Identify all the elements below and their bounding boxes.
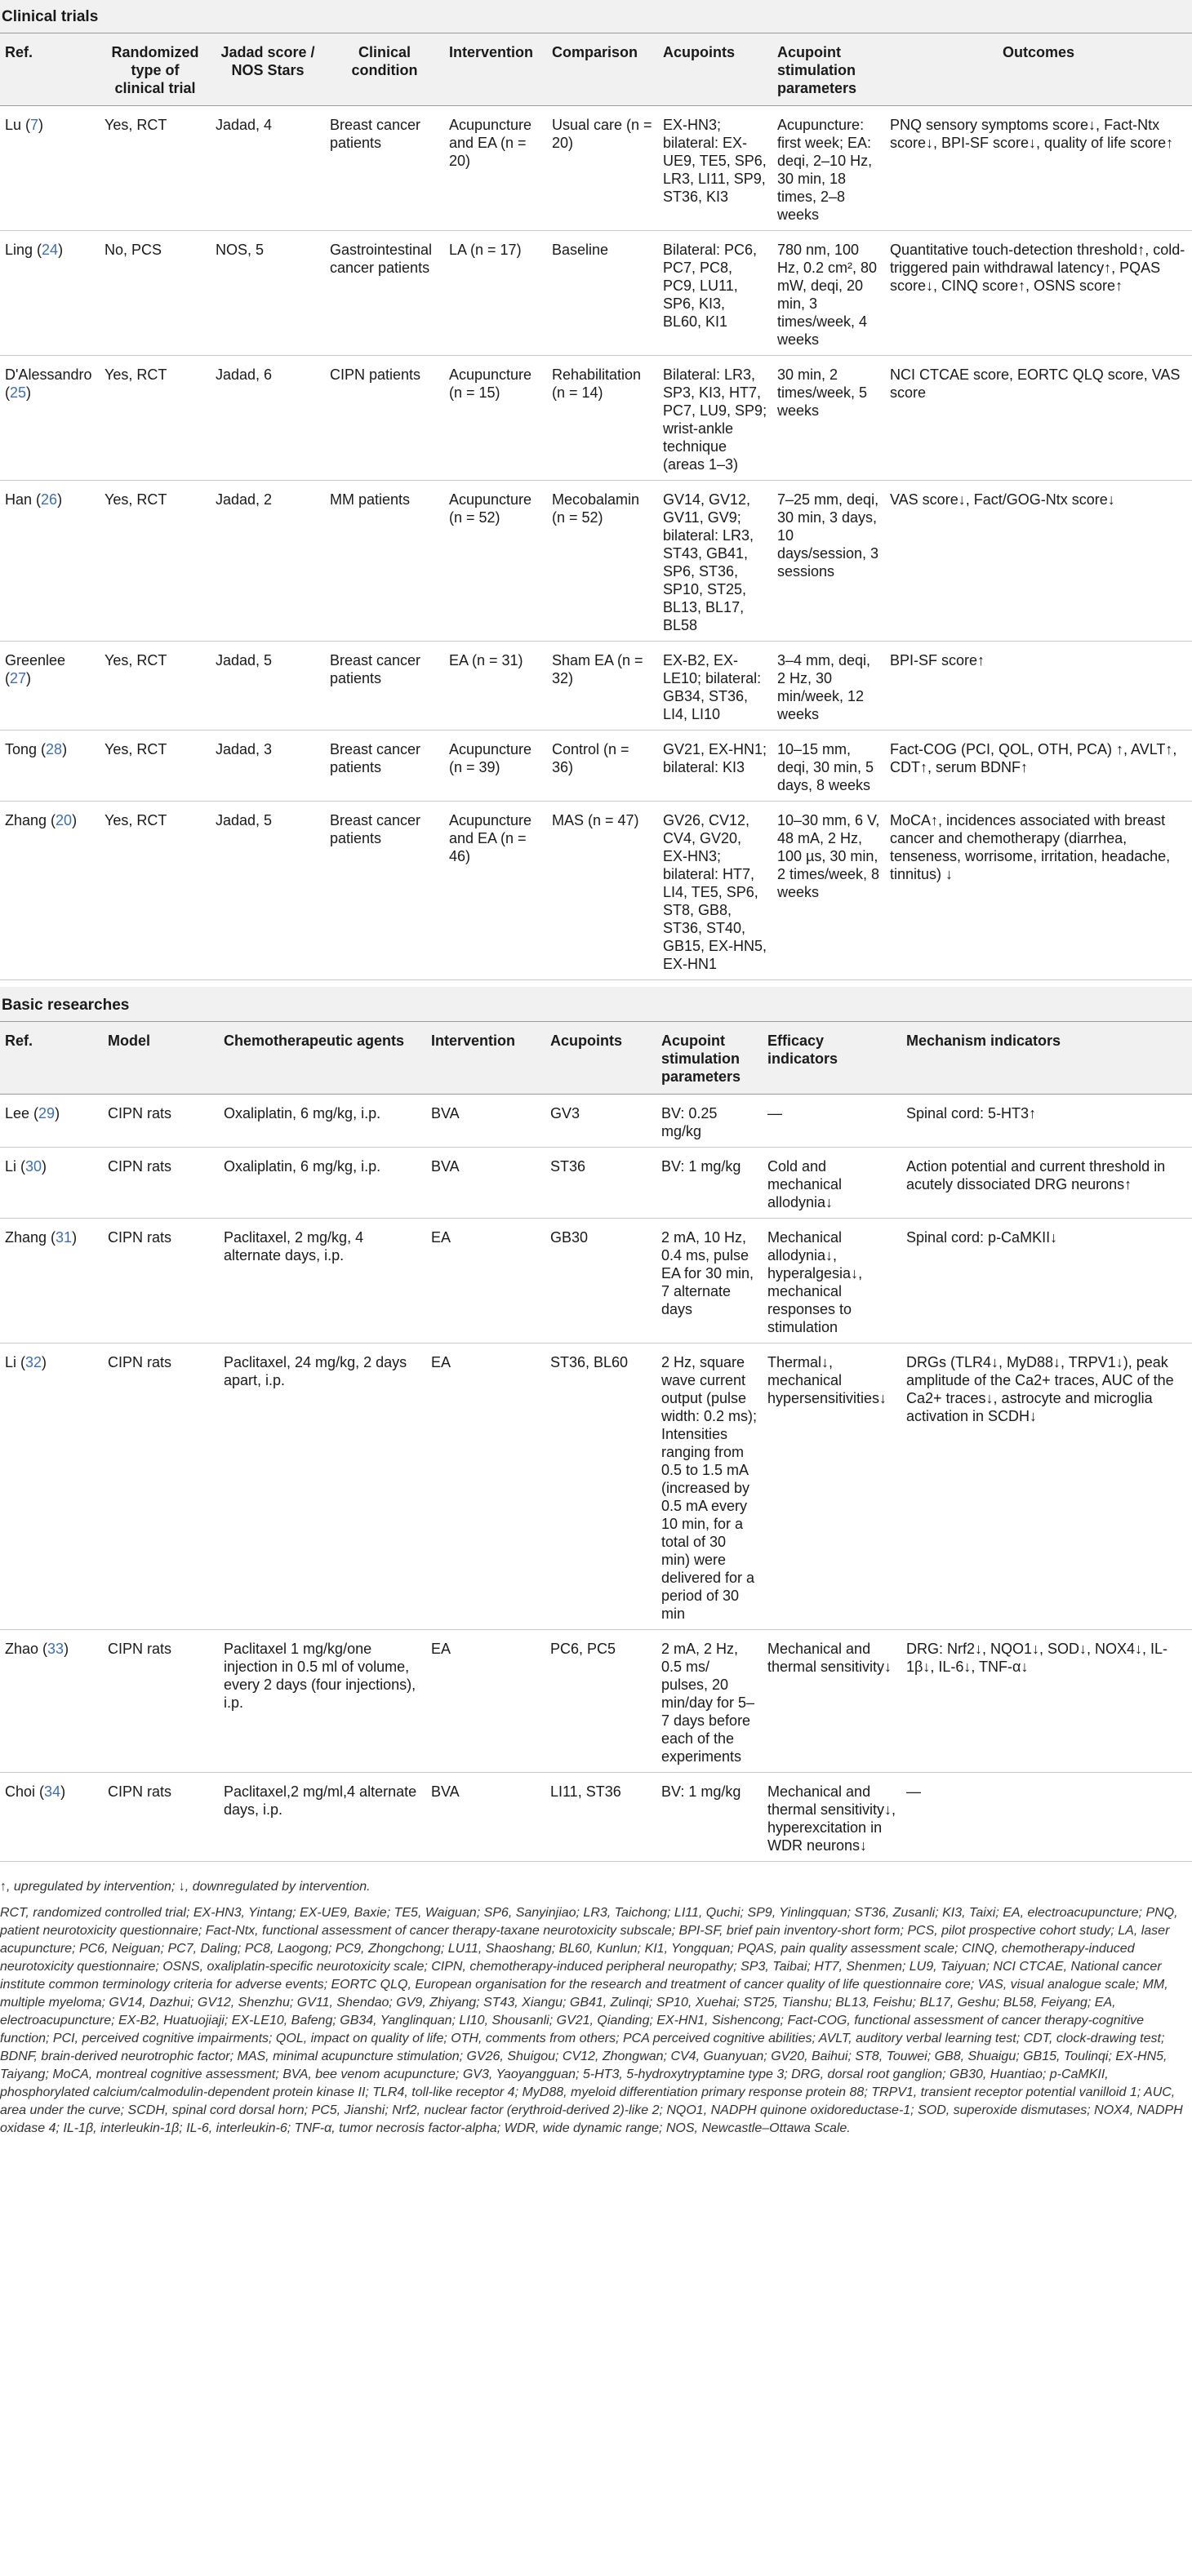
model-cell: CIPN rats — [103, 1344, 219, 1630]
acupoints-cell: GV3 — [545, 1095, 656, 1148]
trial-type-cell: Yes, RCT — [100, 356, 211, 481]
condition-cell: Breast cancer patients — [325, 802, 444, 980]
model-cell: CIPN rats — [103, 1148, 219, 1219]
intervention-cell: EA — [426, 1344, 545, 1630]
clinical-col-outcomes: Outcomes — [885, 33, 1192, 106]
efficacy-cell: — — [763, 1095, 901, 1148]
ref-author: Li — [5, 1354, 17, 1370]
outcomes-cell: Fact-COG (PCI, QOL, OTH, PCA) ↑, AVLT↑, CDT↑, serum BDNF↑ — [885, 731, 1192, 802]
outcomes-cell: BPI-SF score↑ — [885, 642, 1192, 731]
clinical-section-title: Clinical trials — [2, 8, 99, 25]
condition-cell: Breast cancer patients — [325, 106, 444, 231]
acupoints-cell: ST36, BL60 — [545, 1344, 656, 1630]
params-cell: Acupuncture: first week; EA: deqi, 2–10 Hz, 30 min, 18 times, 2–8 weeks — [772, 106, 885, 231]
comparison-cell: Baseline — [547, 231, 658, 356]
clinical-col-acupoints: Acupoints — [658, 33, 772, 106]
basic-col-ref: Ref. — [0, 1022, 103, 1095]
model-cell: CIPN rats — [103, 1219, 219, 1344]
table-footnotes — [0, 1878, 1192, 2146]
basic-section-heading — [0, 987, 1192, 1021]
model-cell: CIPN rats — [103, 1773, 219, 1862]
agents-cell: Oxaliplatin, 6 mg/kg, i.p. — [219, 1148, 426, 1219]
intervention-cell: BVA — [426, 1095, 545, 1148]
ref-author: Tong — [5, 741, 38, 757]
ref-cell: Choi (34) — [0, 1773, 103, 1862]
ref-link[interactable]: 7 — [30, 117, 39, 133]
acupoints-cell: EX-HN3; bilateral: EX-UE9, TE5, SP6, LR3, LI11, SP9, ST36, KI3 — [658, 106, 772, 231]
clinical-col-score: Jadad score / NOS Stars — [211, 33, 325, 106]
agents-cell: Paclitaxel,2 mg/ml,4 alternate days, i.p. — [219, 1773, 426, 1862]
params-cell: BV: 1 mg/kg — [656, 1773, 763, 1862]
params-cell: 30 min, 2 times/week, 5 weeks — [772, 356, 885, 481]
clinical-col-ref: Ref. — [0, 33, 100, 106]
comparison-cell: Usual care (n = 20) — [547, 106, 658, 231]
ref-link[interactable]: 25 — [10, 384, 27, 401]
efficacy-cell: Mechanical allodynia↓, hyperalgesia↓, mechanical responses to stimulation — [763, 1219, 901, 1344]
ref-cell: Li (32) — [0, 1344, 103, 1630]
comparison-cell: Rehabilitation (n = 14) — [547, 356, 658, 481]
score-cell: Jadad, 6 — [211, 356, 325, 481]
clinical-col-condition: Clinical condition — [325, 33, 444, 106]
clinical-row — [0, 481, 1192, 642]
ref-cell: D'Alessandro (25) — [0, 356, 100, 481]
ref-link[interactable]: 20 — [56, 812, 73, 828]
intervention-cell: BVA — [426, 1773, 545, 1862]
ref-cell: Greenlee (27) — [0, 642, 100, 731]
ref-link[interactable]: 27 — [10, 670, 27, 686]
ref-link[interactable]: 32 — [25, 1354, 42, 1370]
ref-author: Ling — [5, 242, 33, 258]
ref-author: Zhang — [5, 1229, 47, 1246]
outcomes-cell: VAS score↓, Fact/GOG-Ntx score↓ — [885, 481, 1192, 642]
basic-row — [0, 1630, 1192, 1773]
trial-type-cell: Yes, RCT — [100, 481, 211, 642]
acupoints-cell: GV21, EX-HN1; bilateral: KI3 — [658, 731, 772, 802]
ref-cell: Han (26) — [0, 481, 100, 642]
efficacy-cell: Cold and mechanical allodynia↓ — [763, 1148, 901, 1219]
clinical-header-row — [0, 33, 1192, 106]
clinical-section-heading — [0, 0, 1192, 33]
agents-cell: Paclitaxel 1 mg/kg/one injection in 0.5 ml of volume, every 2 days (four injections), i.p. — [219, 1630, 426, 1773]
basic-row — [0, 1773, 1192, 1862]
basic-research-table — [0, 1021, 1192, 1862]
intervention-cell: EA — [426, 1630, 545, 1773]
acupoints-cell: PC6, PC5 — [545, 1630, 656, 1773]
ref-cell: Tong (28) — [0, 731, 100, 802]
params-cell: 10–30 mm, 6 V, 48 mA, 2 Hz, 100 µs, 30 min, 2 times/week, 8 weeks — [772, 802, 885, 980]
clinical-col-comparison: Comparison — [547, 33, 658, 106]
intervention-cell: EA — [426, 1219, 545, 1344]
basic-row — [0, 1219, 1192, 1344]
mechanism-cell: Spinal cord: 5-HT3↑ — [901, 1095, 1192, 1148]
condition-cell: CIPN patients — [325, 356, 444, 481]
efficacy-cell: Thermal↓, mechanical hypersensitivities↓ — [763, 1344, 901, 1630]
params-cell: BV: 1 mg/kg — [656, 1148, 763, 1219]
clinical-col-type: Randomized type of clinical trial — [100, 33, 211, 106]
acupoints-cell: LI11, ST36 — [545, 1773, 656, 1862]
clinical-trials-table — [0, 33, 1192, 980]
clinical-row — [0, 731, 1192, 802]
comparison-cell: Sham EA (n = 32) — [547, 642, 658, 731]
ref-author: Zhang — [5, 812, 47, 828]
params-cell: 10–15 mm, deqi, 30 min, 5 days, 8 weeks — [772, 731, 885, 802]
condition-cell: Gastrointestinal cancer patients — [325, 231, 444, 356]
clinical-col-intervention: Intervention — [444, 33, 547, 106]
basic-section-title: Basic researches — [2, 997, 130, 1014]
score-cell: NOS, 5 — [211, 231, 325, 356]
params-cell: 3–4 mm, deqi, 2 Hz, 30 min/week, 12 weeks — [772, 642, 885, 731]
basic-col-agents: Chemotherapeutic agents — [219, 1022, 426, 1095]
clinical-row — [0, 802, 1192, 980]
score-cell: Jadad, 5 — [211, 642, 325, 731]
ref-author: Lee — [5, 1105, 30, 1121]
ref-link[interactable]: 30 — [25, 1158, 42, 1175]
trial-type-cell: Yes, RCT — [100, 731, 211, 802]
intervention-cell: Acupuncture (n = 52) — [444, 481, 547, 642]
condition-cell: MM patients — [325, 481, 444, 642]
trial-type-cell: Yes, RCT — [100, 642, 211, 731]
acupoints-cell: GV26, CV12, CV4, GV20, EX-HN3; bilateral: HT7, LI4, TE5, SP6, ST8, GB8, ST36, ST40, GB15, EX-HN5, EX-HN1 — [658, 802, 772, 980]
mechanism-cell: Spinal cord: p-CaMKII↓ — [901, 1219, 1192, 1344]
model-cell: CIPN rats — [103, 1630, 219, 1773]
clinical-col-params: Acupoint stimulation parameters — [772, 33, 885, 106]
outcomes-cell: MoCA↑, incidences associated with breast cancer and chemotherapy (diarrhea, tenseness, worrisome, irritation, headache, tinnitus) ↓ — [885, 802, 1192, 980]
acupoints-cell: Bilateral: LR3, SP3, KI3, HT7, PC7, LU9, SP9; wrist-ankle technique (areas 1–3) — [658, 356, 772, 481]
basic-row — [0, 1344, 1192, 1630]
intervention-cell: LA (n = 17) — [444, 231, 547, 356]
mechanism-cell: DRGs (TLR4↓, MyD88↓, TRPV1↓), peak amplitude of the Ca2+ traces, AUC of the Ca2+ traces↓, astrocyte and microglia activation in SCDH↓ — [901, 1344, 1192, 1630]
acupoints-cell: GV14, GV12, GV11, GV9; bilateral: LR3, ST43, GB41, SP6, ST36, SP10, ST25, BL13, BL17, BL58 — [658, 481, 772, 642]
score-cell: Jadad, 5 — [211, 802, 325, 980]
ref-author: Greenlee — [5, 652, 66, 668]
mechanism-cell: DRG: Nrf2↓, NQO1↓, SOD↓, NOX4↓, IL-1β↓, IL-6↓, TNF-α↓ — [901, 1630, 1192, 1773]
basic-col-acupoints: Acupoints — [545, 1022, 656, 1095]
score-cell: Jadad, 4 — [211, 106, 325, 231]
basic-col-mechanism: Mechanism indicators — [901, 1022, 1192, 1095]
trial-type-cell: No, PCS — [100, 231, 211, 356]
intervention-cell: Acupuncture and EA (n = 20) — [444, 106, 547, 231]
footnote-arrows: ↑, upregulated by intervention; ↓, downregulated by intervention. — [0, 1880, 371, 1894]
ref-author: D'Alessandro — [5, 366, 92, 383]
params-cell: BV: 0.25 mg/kg — [656, 1095, 763, 1148]
agents-cell: Paclitaxel, 2 mg/kg, 4 alternate days, i.p. — [219, 1219, 426, 1344]
ref-cell: Ling (24) — [0, 231, 100, 356]
comparison-cell: Control (n = 36) — [547, 731, 658, 802]
mechanism-cell: — — [901, 1773, 1192, 1862]
ref-link[interactable]: 33 — [47, 1641, 64, 1657]
ref-link[interactable]: 34 — [44, 1783, 61, 1800]
score-cell: Jadad, 2 — [211, 481, 325, 642]
ref-author: Zhao — [5, 1641, 39, 1657]
footnote-abbreviations: RCT, randomized controlled trial; EX-HN3, Yintang; EX-UE9, Baxie; TE5, Waiguan; SP6, Sanyinjiao; LR3, Taichong; LI11, Quchi; SP9, Yinlingquan; ST36, Zusanli; KI3, Taixi; EA, electroacupuncture; PNQ, patient neurotoxicity questionnaire; Fact-Ntx, functional assessment of cancer therapy-taxane neurotoxicity subscale; BPI-SF, brief pain inventory-short form; PCS, pilot prospective cohort study; LA, laser acupuncture; PC6, Neiguan; PC7, Daling; PC8, Laogong; PC9, Zhongchong; LU11, Shaoshang; BL60, Kunlun; KI1, Yongquan; PQAS, pain quality assessment scale; CINQ, chemotherapy-induced neurotoxicity questionnaire; OSNS, oxaliplatin-specific neurotoxicity scale; CIPN, chemotherapy-induced peripheral neuropathy; SP3, Taibai; HT7, Shenmen; LU9, Taiyuan; NCI CTCAE, National cancer institute common terminology criteria for adverse events; EORTC QLQ, European organisation for the research and treatment of cancer quality of life questionnaire core; VAS, visual analogue scale; MM, multiple myeloma; GV14, Dazhui; GV12, Shenzhu; GV11, Shendao; GV9, Zhiyang; ST43, Xiangu; GB41, Zulinqi; SP10, Xuehai; ST25, Tianshu; BL13, Feishu; BL17, Geshu; BL58, Feiyang; EA, electroacupuncture; EX-B2, Huatuojiaji; EX-LE10, Bafeng; GB34, Yanglinquan; LI10, Shousanli; GV21, Qianding; EX-HN1, Sishencong; Fact-COG, functional assessment of cancer therapy-cognitive function; PCI, perceived cognitive impairments; QOL, impact on quality of life; OTH, comments from others; PCA perceived cognitive abilities; AVLT, auditory verbal learning test; CDT, clock-drawing test; BDNF, brain-derived neurotrophic factor; MAS, minimal acupuncture stimulation; GV26, Shuigou; CV12, Zhongwan; CV4, Guanyuan; GV20, Baihui; ST8, Touwei; GB8, Shuaigu; GB15, Toulinqi; EX-HN5, Taiyang; MoCA, montreal cognitive assessment; BVA, bee venom acupuncture; GV3, Yaoyangguan; 5-HT3, 5-hydroxytryptamine type 3; DRG, dorsal root ganglion; GB30, Huantiao; p-CaMKII, phosphorylated calcium/calmodulin-dependent protein kinase II; TLR4, toll-like receptor 4; MyD88, myeloid differentiation primary response protein 88; TRPV1, transient receptor potential vanilloid 1; AUC, area under the curve; SCDH, spinal cord dorsal horn; PC5, Jianshi; Nrf2, nuclear factor (erythroid-derived 2)-like 2; NQO1, NADPH quinone oxidoreductase-1; SOD, superoxide dismutases; NOX4, NADPH oxidase 4; IL-1β, interleukin-1β; IL-6, interleukin-6; TNF-α, tumor necrosis factor-alpha; WDR, wide dynamic range; NOS, Newcastle–Ottawa Scale. — [0, 1906, 1183, 2135]
trial-type-cell: Yes, RCT — [100, 802, 211, 980]
clinical-row — [0, 356, 1192, 481]
ref-cell: Zhao (33) — [0, 1630, 103, 1773]
ref-link[interactable]: 28 — [46, 741, 63, 757]
agents-cell: Oxaliplatin, 6 mg/kg, i.p. — [219, 1095, 426, 1148]
ref-link[interactable]: 29 — [38, 1105, 56, 1121]
ref-author: Han — [5, 491, 33, 508]
ref-link[interactable]: 31 — [56, 1229, 73, 1246]
basic-header-row — [0, 1022, 1192, 1095]
ref-author: Choi — [5, 1783, 36, 1800]
ref-author: Li — [5, 1158, 17, 1175]
params-cell: 2 mA, 2 Hz, 0.5 ms/ pulses, 20 min/day for 5–7 days before each of the experiments — [656, 1630, 763, 1773]
ref-cell: Lu (7) — [0, 106, 100, 231]
params-cell: 7–25 mm, deqi, 30 min, 3 days, 10 days/session, 3 sessions — [772, 481, 885, 642]
efficacy-cell: Mechanical and thermal sensitivity↓ — [763, 1630, 901, 1773]
acupoints-cell: ST36 — [545, 1148, 656, 1219]
intervention-cell: Acupuncture (n = 15) — [444, 356, 547, 481]
comparison-cell: MAS (n = 47) — [547, 802, 658, 980]
params-cell: 780 nm, 100 Hz, 0.2 cm², 80 mW, deqi, 20 min, 3 times/week, 4 weeks — [772, 231, 885, 356]
params-cell: 2 Hz, square wave current output (pulse width: 0.2 ms); Intensities ranging from 0.5 to 1.5 mA (increased by 0.5 mA every 10 min, for a total of 30 min) were delivered for a period of 30 min — [656, 1344, 763, 1630]
ref-link[interactable]: 24 — [42, 242, 59, 258]
outcomes-cell: NCI CTCAE score, EORTC QLQ score, VAS score — [885, 356, 1192, 481]
basic-row — [0, 1148, 1192, 1219]
basic-col-efficacy: Efficacy indicators — [763, 1022, 901, 1095]
mechanism-cell: Action potential and current threshold in acutely dissociated DRG neurons↑ — [901, 1148, 1192, 1219]
outcomes-cell: Quantitative touch-detection threshold↑, cold-triggered pain withdrawal latency↑, PQAS score↓, CINQ score↑, OSNS score↑ — [885, 231, 1192, 356]
model-cell: CIPN rats — [103, 1095, 219, 1148]
basic-col-model: Model — [103, 1022, 219, 1095]
intervention-cell: EA (n = 31) — [444, 642, 547, 731]
condition-cell: Breast cancer patients — [325, 731, 444, 802]
ref-cell: Lee (29) — [0, 1095, 103, 1148]
score-cell: Jadad, 3 — [211, 731, 325, 802]
acupoints-cell: Bilateral: PC6, PC7, PC8, PC9, LU11, SP6, KI3, BL60, KI1 — [658, 231, 772, 356]
basic-col-params: Acupoint stimulation parameters — [656, 1022, 763, 1095]
clinical-row — [0, 642, 1192, 731]
intervention-cell: Acupuncture (n = 39) — [444, 731, 547, 802]
ref-cell: Zhang (31) — [0, 1219, 103, 1344]
ref-cell: Li (30) — [0, 1148, 103, 1219]
ref-link[interactable]: 26 — [41, 491, 58, 508]
condition-cell: Breast cancer patients — [325, 642, 444, 731]
agents-cell: Paclitaxel, 24 mg/kg, 2 days apart, i.p. — [219, 1344, 426, 1630]
clinical-row — [0, 106, 1192, 231]
efficacy-cell: Mechanical and thermal sensitivity↓, hyperexcitation in WDR neurons↓ — [763, 1773, 901, 1862]
basic-row — [0, 1095, 1192, 1148]
ref-author: Lu — [5, 117, 22, 133]
clinical-row — [0, 231, 1192, 356]
outcomes-cell: PNQ sensory symptoms score↓, Fact-Ntx score↓, BPI-SF score↓, quality of life score↑ — [885, 106, 1192, 231]
intervention-cell: Acupuncture and EA (n = 46) — [444, 802, 547, 980]
intervention-cell: BVA — [426, 1148, 545, 1219]
acupoints-cell: GB30 — [545, 1219, 656, 1344]
trial-type-cell: Yes, RCT — [100, 106, 211, 231]
basic-col-intervention: Intervention — [426, 1022, 545, 1095]
comparison-cell: Mecobalamin (n = 52) — [547, 481, 658, 642]
params-cell: 2 mA, 10 Hz, 0.4 ms, pulse EA for 30 min, 7 alternate days — [656, 1219, 763, 1344]
ref-cell: Zhang (20) — [0, 802, 100, 980]
acupoints-cell: EX-B2, EX-LE10; bilateral: GB34, ST36, LI4, LI10 — [658, 642, 772, 731]
